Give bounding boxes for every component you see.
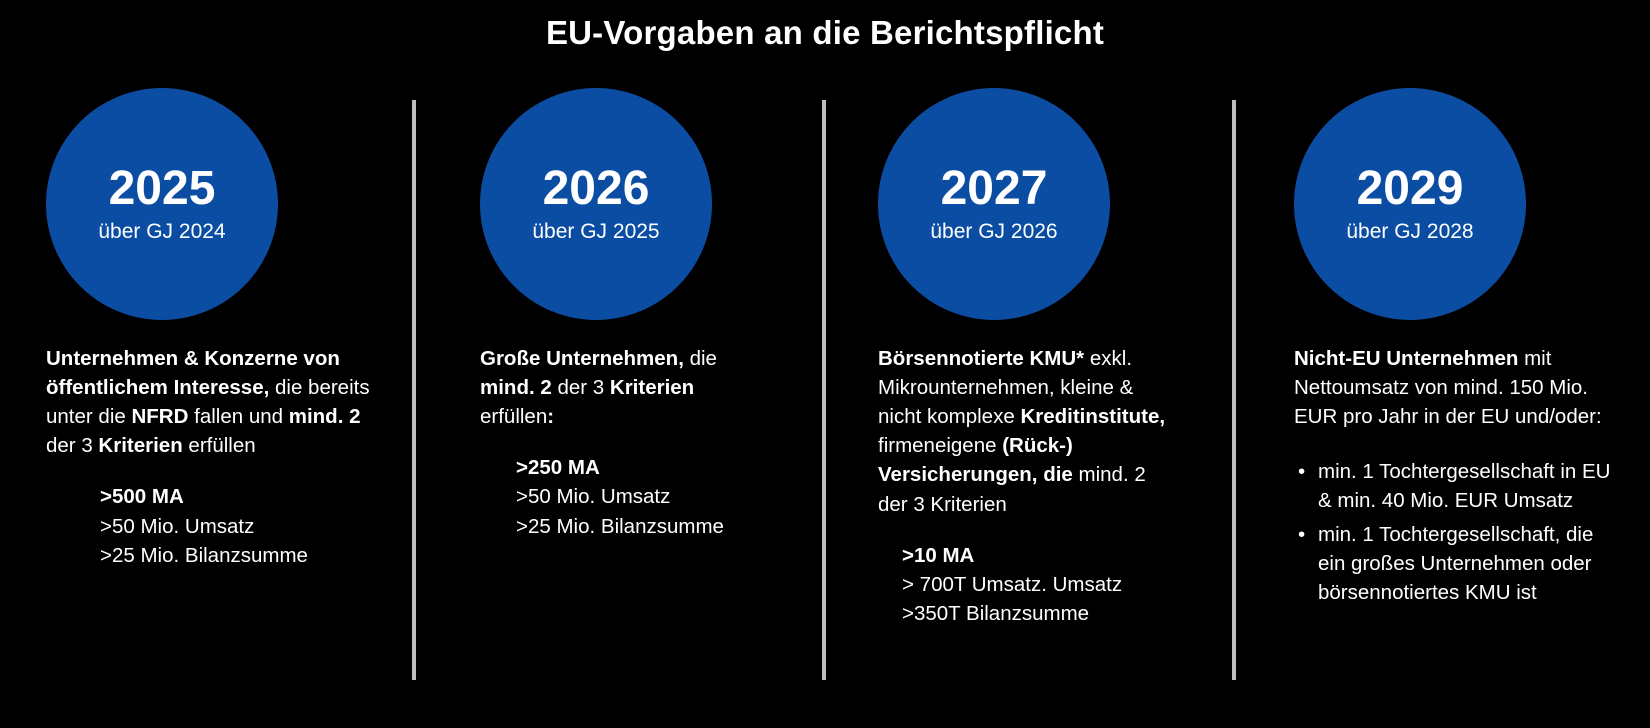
criteria-item: > 700T Umsatz. Umsatz: [902, 572, 1123, 596]
criteria-item: >250 MA: [516, 456, 600, 480]
column-description: Nicht-EU Unternehmen mit Nettoumsatz von mind. 150 Mio. EUR pro Jahr in der EU und/oder:: [1294, 347, 1602, 429]
year-circle-2029: [1294, 88, 1526, 320]
year-circle-2025: [46, 88, 278, 320]
year-subtitle: über GJ 2025: [532, 220, 660, 244]
bullet-dot-icon: •: [1298, 460, 1306, 484]
timeline-column-2026: [420, 88, 830, 728]
criteria-item: >500 MA: [100, 485, 184, 509]
year-label: 2027: [940, 161, 1048, 215]
bullet-text: min. 1 Tochtergesellschaft, die ein großes Unternehmen oder börsennotiertes KMU ist: [1318, 522, 1594, 604]
year-subtitle: über GJ 2028: [1346, 220, 1474, 244]
timeline-column-2027: [830, 88, 1250, 728]
bullet-text: min. 1 Tochtergesellschaft in EU & min. 40 Mio. EUR Umsatz: [1318, 460, 1611, 513]
year-circle-2027: [878, 88, 1110, 320]
criteria-item: >50 Mio. Umsatz: [516, 485, 671, 509]
year-subtitle: über GJ 2026: [930, 220, 1058, 244]
column-criteria: [480, 453, 830, 540]
timeline-columns: [0, 88, 1650, 728]
column-description: Unternehmen & Konzerne von öffentlichem Interesse, die bereits unter die NFRD fallen und mind. 2 der 3 Kriterien erfüllen: [46, 347, 370, 458]
criteria-item: >10 MA: [902, 543, 975, 567]
criteria-item: >50 Mio. Umsatz: [100, 514, 255, 538]
column-description: Börsennotierte KMU* exkl. Mikrounternehmen, kleine & nicht komplexe Kreditinstitute, firmeneigene (Rück-) Versicherungen, die mind. 2 der 3 Kriterien: [878, 347, 1166, 516]
page-title: EU-Vorgaben an die Berichtspflicht: [545, 14, 1105, 51]
column-criteria: [878, 541, 1250, 628]
timeline-column-2029: [1250, 88, 1650, 728]
bullet-item: [1298, 520, 1650, 607]
column-bullets: [1294, 457, 1650, 607]
bullet-item: [1298, 457, 1650, 515]
criteria-item: >25 Mio. Bilanzsumme: [100, 543, 308, 567]
year-subtitle: über GJ 2024: [98, 220, 226, 244]
column-criteria: [46, 482, 420, 569]
criteria-item: >350T Bilanzsumme: [902, 601, 1090, 625]
timeline-column-2025: [0, 88, 420, 728]
bullet-dot-icon: •: [1298, 522, 1306, 546]
column-description: Große Unternehmen, die mind. 2 der 3 Kriterien erfüllen:: [480, 347, 717, 429]
year-label: 2025: [108, 161, 216, 215]
year-label: 2026: [542, 161, 650, 215]
year-circle-2026: [480, 88, 712, 320]
criteria-item: >25 Mio. Bilanzsumme: [516, 514, 724, 538]
year-label: 2029: [1356, 161, 1464, 215]
